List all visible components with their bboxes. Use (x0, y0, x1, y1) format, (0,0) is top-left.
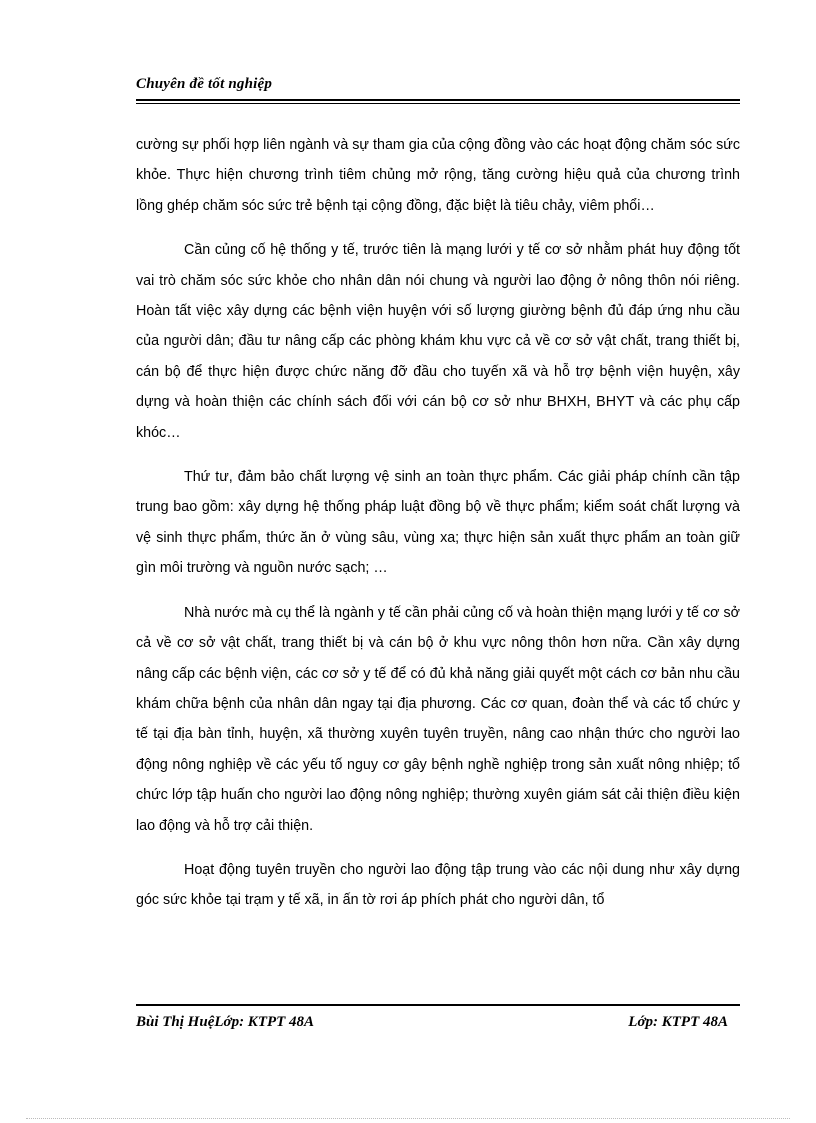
document-header-title: Chuyên đề tốt nghiệp (136, 76, 273, 92)
page-header (136, 76, 740, 104)
paragraph: Nhà nước mà cụ thể là ngành y tế cần phải củng cố và hoàn thiện mạng lưới y tế cơ sở cả về cơ sở vật chất, trang thiết bị và cán bộ ở khu vực nông thôn hơn nữa. Cần xây dựng nâng cấp các bệnh viện, các cơ sở y tế để có đủ khả năng giải quyết một cách cơ bản nhu cầu khám chữa bệnh của nhân dân ngay tại địa phương. Các cơ quan, đoàn thể và các tổ chức y tế tại địa bàn tỉnh, huyện, xã thường xuyên tuyên truyền, nâng cao nhận thức cho người lao động nông nghiệp về các yếu tố nguy cơ gây bệnh nghề nghiệp trong sản xuất nông nhiệp; tổ chức lớp tập huấn cho người lao động nông nghiệp; thường xuyên giám sát cải thiện điều kiện lao động và hỗ trợ cải thiện. (136, 604, 740, 834)
footer-row (136, 1014, 740, 1031)
footer-author: Bùi Thị HuệLớp: KTPT 48A (136, 1014, 315, 1030)
paragraph-continuation: cường sự phối hợp liên ngành và sự tham gia của cộng đồng vào các hoạt động chăm sóc sức khỏe. Thực hiện chương trình tiêm chủng mở rộng, tăng cường hiệu quả của chương trình lồng ghép chăm sóc sức trẻ bệnh tại cộng đồng, đặc biệt là tiêu chảy, viêm phổi… (136, 137, 740, 214)
paragraph: Hoạt động tuyên truyền cho người lao động tập trung vào các nội dung như xây dựng góc sức khỏe tại trạm y tế xã, in ấn tờ rơi áp phích phát cho người dân, tổ (136, 861, 740, 909)
page-footer (136, 1004, 740, 1031)
document-body (136, 130, 740, 930)
paragraph: Cần củng cố hệ thống y tế, trước tiên là mạng lưới y tế cơ sở nhằm phát huy động tốt vai trò chăm sóc sức khỏe cho nhân dân nói chung và người lao động ở nông thôn nói riêng. Hoàn tất việc xây dựng các bệnh viện huyện với số lượng giường bệnh đủ đáp ứng nhu cầu của người dân; đầu tư nâng cấp các phòng khám khu vực cả về cơ sở vật chất, trang thiết bị, cán bộ để thực hiện được chức năng đỡ đầu cho tuyến xã và hỗ trợ bệnh viện huyện, xây dựng và hoàn thiện các chính sách đối với cán bộ cơ sở như BHXH, BHYT và các phụ cấp khóc… (136, 242, 740, 441)
footer-class: Lớp: KTPT 48A (628, 1014, 728, 1030)
footer-divider (136, 1004, 740, 1006)
paragraph: Thứ tư, đảm bảo chất lượng vệ sinh an toàn thực phẩm. Các giải pháp chính cần tập trung bao gồm: xây dựng hệ thống pháp luật đồng bộ về thực phẩm; kiểm soát chất lượng và vệ sinh thực phẩm, thức ăn ở vùng sâu, vùng xa; thực hiện sản xuất thực phẩm an toàn giữ gìn môi trường và nguồn nước sạch; … (136, 469, 740, 577)
header-divider (136, 99, 740, 104)
page-bottom-border (26, 1118, 790, 1119)
